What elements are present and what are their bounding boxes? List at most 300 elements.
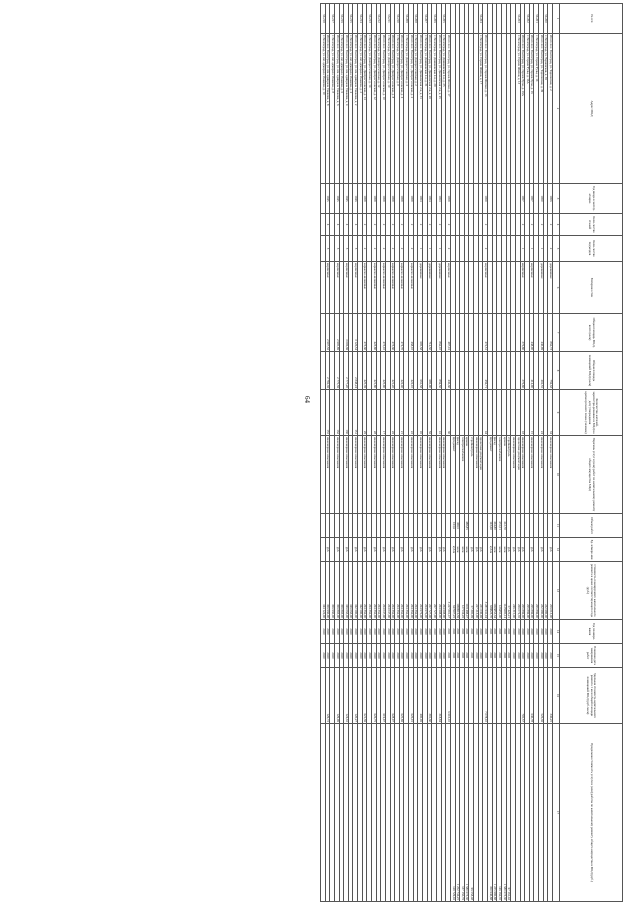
table-cell	[413, 214, 418, 236]
table-cell: 232 680,00	[539, 562, 544, 620]
table-cell	[515, 724, 520, 902]
table-cell	[339, 514, 344, 538]
table-cell	[441, 214, 446, 236]
table-cell: 712,50	[427, 314, 432, 352]
table-cell: 425,39	[362, 352, 367, 390]
table-cell: кв.м	[492, 538, 497, 562]
table-cell	[404, 352, 409, 390]
table-cell	[395, 538, 400, 562]
table-cell	[478, 668, 483, 724]
table-cell	[385, 184, 390, 214]
table-cell	[320, 214, 325, 236]
table-cell	[506, 236, 511, 262]
table-cell	[330, 262, 335, 314]
table-cell: 488,85	[464, 514, 469, 538]
table-cell	[404, 214, 409, 236]
table-cell: 2	[362, 236, 367, 262]
table-cell	[450, 34, 455, 184]
table-cell: 391,60	[427, 668, 432, 724]
table-cell	[409, 514, 414, 538]
table-cell: 1954	[418, 184, 423, 214]
table-cell	[330, 214, 335, 236]
column-header: Год планиро-вания	[560, 620, 623, 644]
table-row	[506, 4, 511, 902]
table-cell	[455, 668, 460, 724]
table-cell: 1066853,64	[492, 562, 497, 620]
table-cell	[432, 514, 437, 538]
table-cell	[455, 314, 460, 352]
table-cell	[501, 262, 506, 314]
table-cell: руб.	[515, 538, 520, 562]
table-cell	[492, 236, 497, 262]
table-row	[460, 4, 465, 902]
column-header: Количество жителей, зарегистри-рованных в МКД на дату утверждения краткосрочного плана (человек)	[560, 390, 623, 436]
table-cell	[488, 4, 493, 34]
table-cell	[455, 214, 460, 236]
table-cell	[376, 668, 381, 724]
table-cell	[501, 352, 506, 390]
table-cell	[478, 352, 483, 390]
table-cell: г. Волгоград, ул. Тарновская, д. 39	[543, 34, 548, 184]
table-cell	[423, 724, 428, 902]
table-cell: 376,80	[520, 314, 525, 352]
table-cell: 2020	[478, 644, 483, 668]
table-cell: 2020	[413, 620, 418, 644]
table-row	[469, 4, 474, 902]
table-cell	[381, 4, 386, 34]
table-cell	[423, 314, 428, 352]
table-cell	[450, 4, 455, 34]
table-cell: кв.м	[501, 538, 506, 562]
table-cell	[543, 724, 548, 902]
table-cell	[413, 436, 418, 514]
table-cell: 2021	[483, 644, 488, 668]
table-cell: Итого пос. Волгоград, ул. Днепрогэсовская, д. 2	[409, 34, 414, 184]
table-cell: 2020	[334, 644, 339, 668]
table-cell: 1945	[344, 184, 349, 214]
table-cell: 56.208	[413, 4, 418, 34]
table-row	[381, 4, 386, 902]
table-cell	[446, 4, 451, 34]
table-cell: 2020	[339, 620, 344, 644]
column-number: 13	[553, 562, 560, 620]
column-header: Коли-чество подъездов	[560, 236, 623, 262]
table-cell	[506, 4, 511, 34]
table-cell	[483, 514, 488, 538]
table-cell	[413, 184, 418, 214]
table-cell	[483, 538, 488, 562]
table-cell	[474, 668, 479, 724]
table-cell: инженерные изыскания	[344, 436, 349, 514]
table-cell	[511, 4, 516, 34]
table-cell	[464, 352, 469, 390]
table-cell: инженерные изыскания	[390, 436, 395, 514]
table-cell	[501, 184, 506, 214]
table-cell	[497, 314, 502, 352]
table-cell	[492, 390, 497, 436]
table-cell: 2	[446, 214, 451, 236]
table-cell	[348, 538, 353, 562]
table-cell	[488, 214, 493, 236]
table-cell	[515, 514, 520, 538]
table-cell: кв.м	[464, 538, 469, 562]
table-cell: деревянные	[539, 262, 544, 314]
table-cell: 1956	[548, 184, 553, 214]
table-cell: 440,99	[539, 314, 544, 352]
table-cell: 30	[446, 390, 451, 436]
table-cell	[534, 352, 539, 390]
table-cell: 2021	[450, 620, 455, 644]
column-header: Перечень услуг и (или) работ по капитальному ремонту общего имущества МКД	[560, 436, 623, 514]
table-cell: руб.	[506, 538, 511, 562]
table-row	[515, 4, 520, 902]
table-row	[376, 4, 381, 902]
table-cell: Итого пос. Волгоград, ул. Тарновская, д. 39	[539, 34, 544, 184]
table-cell	[492, 214, 497, 236]
table-cell	[325, 514, 330, 538]
table-cell: 56.210	[395, 4, 400, 34]
table-cell: 2020	[543, 620, 548, 644]
table-cell	[395, 352, 400, 390]
table-cell	[548, 514, 553, 538]
table-cell	[497, 668, 502, 724]
table-cell	[376, 314, 381, 352]
table-body	[320, 4, 552, 902]
table-cell: 2020	[395, 620, 400, 644]
table-cell: инженерные изыскания	[441, 436, 446, 514]
table-cell: 2020	[520, 644, 525, 668]
table-cell: 2020	[474, 644, 479, 668]
table-cell	[376, 724, 381, 902]
table-cell	[525, 538, 530, 562]
table-cell	[511, 390, 516, 436]
table-cell: 468,10	[409, 314, 414, 352]
table-cell: 1958	[399, 184, 404, 214]
table-cell: 2020	[390, 644, 395, 668]
table-cell	[515, 184, 520, 214]
table-cell: 2020	[344, 644, 349, 668]
table-cell: 57 426,21	[506, 562, 511, 620]
table-cell	[539, 724, 544, 902]
table-cell	[474, 4, 479, 34]
table-cell	[423, 214, 428, 236]
table-cell: 2	[409, 214, 414, 236]
table-row	[492, 4, 497, 902]
table-cell: 2021	[469, 620, 474, 644]
table-cell: руб.	[520, 538, 525, 562]
table-cell: 2020	[548, 644, 553, 668]
table-cell	[506, 352, 511, 390]
table-cell	[501, 668, 506, 724]
table-cell	[385, 390, 390, 436]
table-cell	[339, 668, 344, 724]
table-cell: 2020	[539, 620, 544, 644]
table-row	[320, 4, 325, 902]
table-cell	[455, 390, 460, 436]
table-cell	[367, 514, 372, 538]
table-cell: Итого пос. Волгоград, ул. Днепрогэсовская, д. 8	[390, 34, 395, 184]
table-row	[450, 4, 455, 902]
table-cell: 459,71	[483, 352, 488, 390]
table-cell: 34	[548, 390, 553, 436]
table-cell: 264 362,00	[399, 562, 404, 620]
table-cell: г. Волгоград, ул. Днепрогэсовская, д. 8	[395, 34, 400, 184]
table-cell: 1 252 744,25	[455, 724, 460, 902]
table-cell: 265 869,00	[520, 562, 525, 620]
table-cell: 129,99	[334, 668, 339, 724]
table-cell: г. Волгоград, ул. Героев Тулы, д. 16А	[525, 34, 530, 184]
table-cell: фасад	[492, 436, 497, 514]
column-header: Предельная стоимость услуги и (или) работы по капитальному ремонту общего имущества в МКД (руб.)	[560, 724, 623, 902]
table-cell	[423, 668, 428, 724]
table-row	[497, 4, 502, 902]
table-cell: руб.	[399, 538, 404, 562]
table-cell: 366 960,00	[325, 562, 330, 620]
table-cell: кирпичные	[483, 262, 488, 314]
table-cell	[469, 390, 474, 436]
table-cell	[320, 352, 325, 390]
table-cell: 705,57	[520, 668, 525, 724]
table-cell	[367, 236, 372, 262]
table-cell: Итого пос. Волгоград, ул. Днепрогэсовская, д. 14	[362, 34, 367, 184]
table-cell: кв.м	[460, 538, 465, 562]
table-row	[413, 4, 418, 902]
table-row	[432, 4, 437, 902]
table-cell	[358, 514, 363, 538]
table-cell: инженерные изыскания	[511, 436, 516, 514]
table-cell	[543, 262, 548, 314]
table-cell: 346,25	[548, 668, 553, 724]
table-cell: деревянные	[436, 262, 441, 314]
table-cell	[390, 724, 395, 902]
table-cell: каркасно-шлаковые	[409, 262, 414, 314]
table-cell: 2020	[525, 644, 530, 668]
table-row	[339, 4, 344, 902]
table-cell: 1	[436, 236, 441, 262]
table-cell: инженерные изыскания	[418, 436, 423, 514]
table-cell	[330, 352, 335, 390]
table-cell	[348, 390, 353, 436]
table-cell	[501, 314, 506, 352]
table-cell: 2020	[353, 644, 358, 668]
table-row	[464, 4, 469, 902]
table-cell	[497, 352, 502, 390]
table-cell: 246 315,00	[511, 562, 516, 620]
table-cell	[358, 214, 363, 236]
table-cell	[423, 538, 428, 562]
table-cell: 129 729,02	[450, 724, 455, 902]
table-cell	[455, 352, 460, 390]
table-cell: 127134,26	[460, 562, 465, 620]
table-cell	[334, 4, 339, 34]
table-cell: 2	[409, 236, 414, 262]
table-cell: Итого пос. Волгоград, ул. Днепрогэсовская, д. 12	[372, 34, 377, 184]
column-number: 1	[553, 4, 560, 34]
table-cell: 2 782,36	[325, 352, 330, 390]
page-number: 64	[303, 396, 311, 403]
table-cell: 414,90	[529, 352, 534, 390]
table-cell: 2020	[372, 620, 377, 644]
table-cell: 2020	[358, 644, 363, 668]
table-cell	[367, 668, 372, 724]
table-cell: 2020	[334, 620, 339, 644]
table-cell: Итого пос. Волгоград, ул. им. адмирала Ушакова, д. 6	[334, 34, 339, 184]
table-cell: 57 395,09	[469, 562, 474, 620]
table-cell	[520, 514, 525, 538]
table-cell	[488, 184, 493, 214]
table-cell	[543, 184, 548, 214]
table-cell	[325, 724, 330, 902]
table-cell	[390, 4, 395, 34]
table-cell: Итого пос. Волгоград, ул. Днепрогэсовская, д. 4	[399, 34, 404, 184]
table-cell: 17	[381, 390, 386, 436]
column-number: 12	[553, 538, 560, 562]
table-cell: 256 013,00	[548, 562, 553, 620]
column-header: Год ввода в эксплу-атацию	[560, 184, 623, 214]
table-cell: 2	[548, 236, 553, 262]
table-cell: 265 869,00	[534, 562, 539, 620]
table-cell	[432, 236, 437, 262]
table-cell	[413, 352, 418, 390]
table-cell: 2020	[399, 644, 404, 668]
table-cell: 124,61	[344, 668, 349, 724]
table-cell	[395, 668, 400, 724]
table-cell	[432, 436, 437, 514]
table-cell: 56.203	[515, 4, 520, 34]
column-number: 9	[553, 390, 560, 436]
table-cell	[450, 352, 455, 390]
table-cell: 18	[520, 390, 525, 436]
table-cell: 56.204	[478, 4, 483, 34]
table-cell: 423,80	[372, 314, 377, 352]
table-cell: 2	[520, 214, 525, 236]
table-row	[404, 4, 409, 902]
table-row	[390, 4, 395, 902]
table-row	[330, 4, 335, 902]
table-cell	[385, 352, 390, 390]
table-cell	[450, 262, 455, 314]
table-cell	[395, 314, 400, 352]
table-cell	[358, 236, 363, 262]
table-cell: 2020	[413, 644, 418, 668]
table-cell	[339, 214, 344, 236]
table-cell: г. Волгоград, ул. им. адмирала Ушакова, д. 2	[358, 34, 363, 184]
table-cell	[543, 538, 548, 562]
table-cell	[478, 262, 483, 314]
table-cell	[353, 514, 358, 538]
table-cell	[488, 34, 493, 184]
table-cell	[474, 34, 479, 184]
table-cell	[418, 724, 423, 902]
table-cell	[441, 184, 446, 214]
table-cell	[367, 184, 372, 214]
table-cell: 2	[381, 214, 386, 236]
table-cell: 2020	[353, 620, 358, 644]
table-cell	[483, 436, 488, 514]
table-cell	[395, 236, 400, 262]
table-cell: 56.217	[330, 4, 335, 34]
table-cell	[376, 538, 381, 562]
table-cell	[506, 390, 511, 436]
table-cell: 2021	[446, 620, 451, 644]
table-cell: 1958	[362, 184, 367, 214]
table-cell	[372, 4, 377, 34]
table-cell	[418, 4, 423, 34]
table-cell	[432, 262, 437, 314]
table-cell: инженерные изыскания	[409, 436, 414, 514]
table-cell: 264 976,00	[418, 562, 423, 620]
table-cell	[497, 262, 502, 314]
table-cell	[385, 214, 390, 236]
table-cell	[413, 314, 418, 352]
table-cell: 2020	[529, 620, 534, 644]
table-cell	[478, 214, 483, 236]
table-cell	[385, 436, 390, 514]
table-cell: 1950	[539, 184, 544, 214]
table-cell: инженерные изыскания	[372, 436, 377, 514]
table-cell	[460, 34, 465, 184]
table-cell: 2020	[427, 644, 432, 668]
table-cell	[441, 390, 446, 436]
table-cell: инженерные изыскания	[325, 436, 330, 514]
table-cell: 103,60	[488, 514, 493, 538]
table-cell: Итого пос. Волгоград, ул. им. адмирала Ушакова, д. 2	[353, 34, 358, 184]
table-cell	[339, 352, 344, 390]
table-cell	[385, 668, 390, 724]
table-cell	[469, 34, 474, 184]
table-cell: 264 362,00	[395, 562, 400, 620]
table-cell: инженерные изыскания	[520, 436, 525, 514]
table-cell	[515, 236, 520, 262]
table-cell	[348, 436, 353, 514]
table-cell: 2	[483, 236, 488, 262]
table-cell: 2020	[404, 620, 409, 644]
table-cell: 231 030,96	[478, 562, 483, 620]
table-cell	[427, 4, 432, 34]
table-cell	[330, 236, 335, 262]
table-cell	[385, 314, 390, 352]
table-cell: 2020	[478, 620, 483, 644]
table-cell: 264 047,00	[381, 562, 386, 620]
table-cell: г. Волгоград, ул. им. адмирала Ушакова, д. 4	[348, 34, 353, 184]
table-cell	[534, 390, 539, 436]
table-row	[423, 4, 428, 902]
table-cell	[511, 352, 516, 390]
table-cell	[339, 262, 344, 314]
table-cell	[474, 514, 479, 538]
table-cell: 2020	[525, 620, 530, 644]
table-cell: 1 580 673,30	[464, 724, 469, 902]
table-cell: 1099916,59	[455, 562, 460, 620]
table-header	[553, 4, 623, 902]
capital-repair-table	[320, 3, 623, 902]
table-cell: инженерные изыскания	[436, 436, 441, 514]
table-cell: 2020	[418, 620, 423, 644]
table-cell: 1	[427, 236, 432, 262]
table-cell	[404, 262, 409, 314]
column-header: Плановая дата завершения работ	[560, 644, 623, 668]
table-cell	[413, 724, 418, 902]
column-number: 15	[553, 644, 560, 668]
table-cell	[436, 724, 441, 902]
table-cell	[334, 724, 339, 902]
table-cell: 56.213	[367, 4, 372, 34]
table-cell	[372, 514, 377, 538]
table-cell	[320, 668, 325, 724]
table-cell: 120,27	[353, 668, 358, 724]
table-cell: 2020	[511, 620, 516, 644]
table-cell: 619,97	[381, 668, 386, 724]
